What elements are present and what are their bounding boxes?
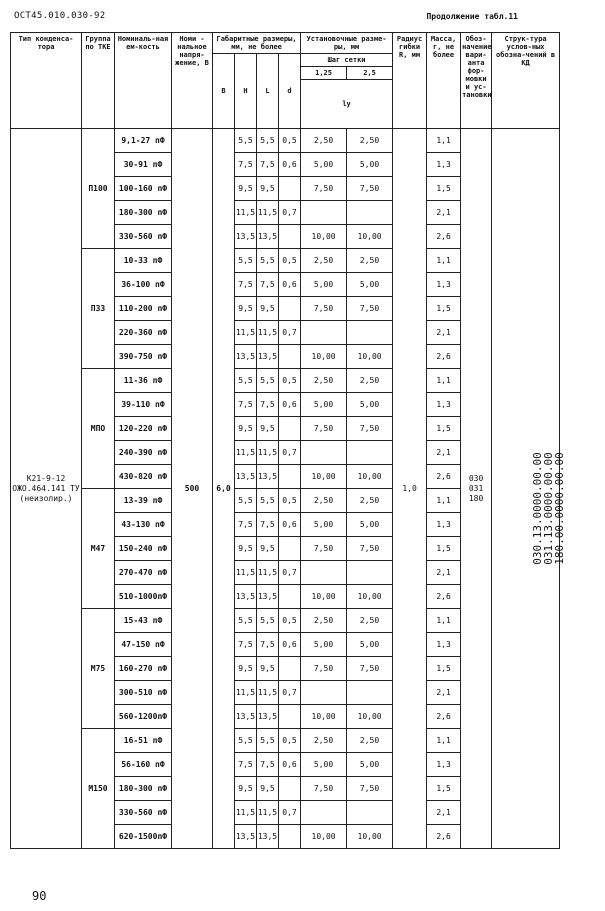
mass-cell: 1,1 (427, 609, 461, 633)
mount-pitch-a-cell: 2,50 (301, 249, 347, 273)
group-cell: М150 (82, 729, 115, 849)
mount-pitch-b-cell (347, 561, 393, 585)
mass-cell: 2,6 (427, 585, 461, 609)
dim-l-cell: 11,5 (257, 801, 279, 825)
mass-cell: 2,1 (427, 441, 461, 465)
voltage-cell: 500 (172, 129, 213, 849)
dim-d-cell: 0,7 (279, 201, 301, 225)
document-code: ОСТ45.010.030-92 (14, 11, 106, 21)
structure-codes (532, 452, 565, 565)
capacity-cell: 150-240 пФ (115, 537, 172, 561)
col-header-radius: Радиус гибки R, мм (393, 33, 427, 129)
col-header-b: B (213, 54, 235, 129)
dim-d-cell: 0,5 (279, 609, 301, 633)
mount-pitch-a-cell: 5,00 (301, 513, 347, 537)
mount-pitch-b-cell: 10,00 (347, 345, 393, 369)
capacity-cell: 430-820 пФ (115, 465, 172, 489)
dim-l-cell: 11,5 (257, 201, 279, 225)
dim-d-cell: 0,5 (279, 729, 301, 753)
dim-d-cell (279, 657, 301, 681)
group-cell: МПО (82, 369, 115, 489)
capacity-cell: 220-360 пФ (115, 321, 172, 345)
mass-cell: 2,6 (427, 465, 461, 489)
dim-h-cell: 11,5 (235, 321, 257, 345)
mount-pitch-a-cell (301, 561, 347, 585)
mass-cell: 1,5 (427, 297, 461, 321)
mass-cell: 1,1 (427, 249, 461, 273)
col-header-group: Группа по ТКЕ (82, 33, 115, 129)
dim-h-cell: 9,5 (235, 537, 257, 561)
capacity-cell: 11-36 пФ (115, 369, 172, 393)
mass-cell: 1,3 (427, 393, 461, 417)
capacitor-type: К21-9-12 (26, 473, 66, 483)
capacity-cell: 330-560 пФ (115, 801, 172, 825)
capacity-cell: 39-110 пФ (115, 393, 172, 417)
mount-pitch-a-cell: 2,50 (301, 729, 347, 753)
dim-b-cell: 6,0 (213, 129, 235, 849)
group-cell: М47 (82, 489, 115, 609)
mount-pitch-b-cell: 5,00 (347, 153, 393, 177)
dim-h-cell: 5,5 (235, 249, 257, 273)
dim-l-cell: 11,5 (257, 681, 279, 705)
dim-d-cell (279, 345, 301, 369)
col-header-pitch: Шаг сетки (301, 54, 393, 67)
mount-pitch-b-cell (347, 681, 393, 705)
dim-d-cell (279, 297, 301, 321)
structure-code: 031.13.0000.00.00 (541, 451, 555, 565)
mount-pitch-a-cell (301, 681, 347, 705)
dim-h-cell: 9,5 (235, 657, 257, 681)
col-header-variant: Обоз-начение вари-анта фор-мовки и ус-тановки (461, 33, 492, 129)
dim-l-cell: 7,5 (257, 153, 279, 177)
mount-pitch-b-cell: 5,00 (347, 633, 393, 657)
mount-pitch-a-cell: 10,00 (301, 585, 347, 609)
col-header-dimensions: Габаритные размеры, мм, не более (213, 33, 301, 54)
capacity-cell: 43-130 пФ (115, 513, 172, 537)
dim-h-cell: 5,5 (235, 729, 257, 753)
mass-cell: 1,1 (427, 729, 461, 753)
mount-pitch-b-cell: 7,50 (347, 537, 393, 561)
dim-d-cell (279, 777, 301, 801)
mass-cell: 1,5 (427, 777, 461, 801)
col-header-l: L (257, 54, 279, 129)
dim-d-cell: 0,6 (279, 513, 301, 537)
dim-d-cell (279, 585, 301, 609)
dim-l-cell: 7,5 (257, 753, 279, 777)
mount-pitch-b-cell: 5,00 (347, 393, 393, 417)
dim-l-cell: 7,5 (257, 273, 279, 297)
dim-l-cell: 5,5 (257, 489, 279, 513)
mass-cell: 2,6 (427, 345, 461, 369)
capacity-cell: 240-390 пФ (115, 441, 172, 465)
mount-pitch-b-cell: 7,50 (347, 177, 393, 201)
mount-pitch-b-cell: 10,00 (347, 825, 393, 849)
col-header-h: H (235, 54, 257, 129)
dim-l-cell: 11,5 (257, 321, 279, 345)
dim-h-cell: 7,5 (235, 513, 257, 537)
dim-h-cell: 9,5 (235, 417, 257, 441)
dim-d-cell (279, 705, 301, 729)
dim-l-cell: 5,5 (257, 129, 279, 153)
radius-cell: 1,0 (393, 129, 427, 849)
mount-pitch-a-cell: 5,00 (301, 393, 347, 417)
capacity-cell: 510-1000пФ (115, 585, 172, 609)
mass-cell: 1,1 (427, 369, 461, 393)
mount-pitch-a-cell: 7,50 (301, 777, 347, 801)
spec-table-body (11, 129, 566, 849)
variant-code: 180 (468, 493, 484, 503)
dim-d-cell (279, 465, 301, 489)
dim-d-cell: 0,6 (279, 273, 301, 297)
mass-cell: 2,1 (427, 321, 461, 345)
dim-h-cell: 5,5 (235, 609, 257, 633)
mount-pitch-a-cell: 10,00 (301, 825, 347, 849)
mass-cell: 1,5 (427, 177, 461, 201)
col-header-voltage: Номи - нальное напря- жение, В (172, 33, 213, 129)
capacity-cell: 110-200 пФ (115, 297, 172, 321)
dim-d-cell: 0,7 (279, 681, 301, 705)
dim-l-cell: 7,5 (257, 633, 279, 657)
capacity-cell: 15-43 пФ (115, 609, 172, 633)
mass-cell: 1,3 (427, 513, 461, 537)
dim-l-cell: 13,5 (257, 225, 279, 249)
dim-d-cell: 0,7 (279, 801, 301, 825)
dim-d-cell: 0,7 (279, 561, 301, 585)
capacity-cell: 160-270 пФ (115, 657, 172, 681)
mount-pitch-a-cell: 2,50 (301, 369, 347, 393)
variant-code: 030 (468, 473, 484, 483)
structure-code: 180.00.0000.00.00 (552, 451, 566, 565)
dim-h-cell: 9,5 (235, 777, 257, 801)
dim-l-cell: 13,5 (257, 705, 279, 729)
dim-l-cell: 7,5 (257, 513, 279, 537)
col-header-structure: Струк-тура услов-ных обозна-чений в КД (492, 33, 560, 129)
dim-h-cell: 13,5 (235, 825, 257, 849)
capacity-cell: 47-150 пФ (115, 633, 172, 657)
capacity-cell: 180-300 пФ (115, 777, 172, 801)
mass-cell: 1,1 (427, 129, 461, 153)
mount-pitch-b-cell: 2,50 (347, 129, 393, 153)
dim-d-cell (279, 417, 301, 441)
dim-l-cell: 13,5 (257, 585, 279, 609)
mount-pitch-a-cell (301, 201, 347, 225)
dim-h-cell: 11,5 (235, 681, 257, 705)
capacitor-spec-table (10, 32, 566, 849)
mount-pitch-b-cell: 7,50 (347, 297, 393, 321)
mount-pitch-a-cell: 10,00 (301, 465, 347, 489)
dim-l-cell: 9,5 (257, 177, 279, 201)
dim-d-cell: 0,5 (279, 369, 301, 393)
mount-pitch-b-cell: 2,50 (347, 729, 393, 753)
dim-h-cell: 11,5 (235, 801, 257, 825)
mass-cell: 2,1 (427, 201, 461, 225)
capacity-cell: 10-33 пФ (115, 249, 172, 273)
mount-pitch-a-cell: 7,50 (301, 417, 347, 441)
mount-pitch-a-cell (301, 441, 347, 465)
mass-cell: 2,1 (427, 801, 461, 825)
dim-h-cell: 5,5 (235, 129, 257, 153)
mass-cell: 1,3 (427, 153, 461, 177)
mass-cell: 1,3 (427, 753, 461, 777)
dim-l-cell: 5,5 (257, 249, 279, 273)
dim-h-cell: 7,5 (235, 753, 257, 777)
mount-pitch-a-cell: 10,00 (301, 705, 347, 729)
capacity-cell: 100-160 пФ (115, 177, 172, 201)
mount-pitch-a-cell: 5,00 (301, 273, 347, 297)
dim-h-cell: 11,5 (235, 441, 257, 465)
dim-d-cell (279, 225, 301, 249)
table-row (11, 129, 560, 153)
capacitor-spec: ОЖО.464.141 ТУ (12, 483, 80, 493)
col-header-capacity: Номиналь-ная ем-кость (115, 33, 172, 129)
capacity-cell: 9,1-27 пФ (115, 129, 172, 153)
dim-h-cell: 13,5 (235, 585, 257, 609)
capacity-cell: 30-91 пФ (115, 153, 172, 177)
dim-l-cell: 13,5 (257, 825, 279, 849)
mass-cell: 1,3 (427, 633, 461, 657)
dim-d-cell: 0,5 (279, 489, 301, 513)
group-cell: М75 (82, 609, 115, 729)
mount-pitch-a-cell: 7,50 (301, 537, 347, 561)
dim-l-cell: 9,5 (257, 417, 279, 441)
mount-pitch-b-cell: 10,00 (347, 705, 393, 729)
dim-l-cell: 9,5 (257, 537, 279, 561)
group-cell: П33 (82, 249, 115, 369)
dim-d-cell: 0,7 (279, 441, 301, 465)
mount-pitch-b-cell (347, 441, 393, 465)
mass-cell: 2,1 (427, 681, 461, 705)
mount-pitch-b-cell: 5,00 (347, 753, 393, 777)
mount-pitch-a-cell: 5,00 (301, 633, 347, 657)
dim-h-cell: 13,5 (235, 705, 257, 729)
dim-h-cell: 5,5 (235, 489, 257, 513)
mount-pitch-b-cell (347, 321, 393, 345)
variant-cell (461, 129, 492, 849)
dim-l-cell: 13,5 (257, 465, 279, 489)
dim-d-cell: 0,7 (279, 321, 301, 345)
mount-pitch-a-cell: 7,50 (301, 297, 347, 321)
dim-l-cell: 9,5 (257, 777, 279, 801)
capacity-cell: 120-220 пФ (115, 417, 172, 441)
capacity-cell: 620-1500пФ (115, 825, 172, 849)
dim-h-cell: 13,5 (235, 465, 257, 489)
variant-code: 031 (468, 483, 484, 493)
dim-h-cell: 11,5 (235, 201, 257, 225)
mount-pitch-b-cell: 10,00 (347, 225, 393, 249)
dim-d-cell: 0,6 (279, 393, 301, 417)
dim-l-cell: 13,5 (257, 345, 279, 369)
mass-cell: 2,6 (427, 225, 461, 249)
dim-l-cell: 5,5 (257, 729, 279, 753)
mount-pitch-b-cell: 2,50 (347, 609, 393, 633)
mount-pitch-a-cell: 10,00 (301, 225, 347, 249)
dim-h-cell: 7,5 (235, 273, 257, 297)
dim-l-cell: 9,5 (257, 297, 279, 321)
mount-pitch-b-cell: 10,00 (347, 585, 393, 609)
group-cell: П100 (82, 129, 115, 249)
dim-d-cell (279, 177, 301, 201)
capacity-cell: 36-100 пФ (115, 273, 172, 297)
dim-d-cell: 0,5 (279, 249, 301, 273)
dim-l-cell: 7,5 (257, 393, 279, 417)
mount-pitch-b-cell: 5,00 (347, 513, 393, 537)
dim-h-cell: 7,5 (235, 393, 257, 417)
mass-cell: 1,5 (427, 537, 461, 561)
dim-d-cell (279, 537, 301, 561)
mount-pitch-b-cell: 7,50 (347, 657, 393, 681)
capacity-cell: 330-560 пФ (115, 225, 172, 249)
mass-cell: 1,1 (427, 489, 461, 513)
mount-pitch-a-cell: 5,00 (301, 153, 347, 177)
capacity-cell: 300-510 пФ (115, 681, 172, 705)
col-header-pitch-b: 2,5 (347, 67, 393, 80)
mount-pitch-a-cell: 2,50 (301, 489, 347, 513)
mass-cell: 1,3 (427, 273, 461, 297)
structure-cell (492, 129, 566, 849)
capacity-cell: 390-750 пФ (115, 345, 172, 369)
capacity-cell: 13-39 пФ (115, 489, 172, 513)
mount-pitch-b-cell: 7,50 (347, 777, 393, 801)
capacity-cell: 16-51 пФ (115, 729, 172, 753)
capacity-cell: 270-470 пФ (115, 561, 172, 585)
mount-pitch-b-cell: 5,00 (347, 273, 393, 297)
mass-cell: 1,5 (427, 657, 461, 681)
dim-d-cell (279, 825, 301, 849)
dim-d-cell: 0,6 (279, 633, 301, 657)
dim-l-cell: 5,5 (257, 609, 279, 633)
table-continuation-label: Продолжение табл.11 (426, 12, 518, 21)
capacitor-type-cell (11, 129, 82, 849)
dim-h-cell: 11,5 (235, 561, 257, 585)
mount-pitch-a-cell: 2,50 (301, 609, 347, 633)
mount-pitch-b-cell (347, 801, 393, 825)
dim-l-cell: 5,5 (257, 369, 279, 393)
capacitor-note: (неизолир.) (19, 493, 73, 503)
dim-l-cell: 11,5 (257, 441, 279, 465)
mass-cell: 2,1 (427, 561, 461, 585)
mount-pitch-a-cell (301, 321, 347, 345)
mount-pitch-a-cell: 2,50 (301, 129, 347, 153)
mount-pitch-b-cell: 2,50 (347, 249, 393, 273)
mount-pitch-b-cell: 10,00 (347, 465, 393, 489)
dim-l-cell: 11,5 (257, 561, 279, 585)
dim-h-cell: 13,5 (235, 345, 257, 369)
dim-h-cell: 5,5 (235, 369, 257, 393)
col-header-pitch-sub: lу (301, 80, 393, 129)
dim-h-cell: 13,5 (235, 225, 257, 249)
structure-code: 030.13.0000.00.00 (530, 451, 544, 565)
mount-pitch-b-cell: 7,50 (347, 417, 393, 441)
mount-pitch-a-cell: 10,00 (301, 345, 347, 369)
page-number: 90 (32, 889, 47, 903)
dim-d-cell: 0,6 (279, 753, 301, 777)
mass-cell: 1,5 (427, 417, 461, 441)
mount-pitch-a-cell: 5,00 (301, 753, 347, 777)
capacity-cell: 180-300 пФ (115, 201, 172, 225)
mass-cell: 2,6 (427, 705, 461, 729)
mount-pitch-a-cell: 7,50 (301, 177, 347, 201)
col-header-type: Тип конденса-тора (11, 33, 82, 129)
mass-cell: 2,6 (427, 825, 461, 849)
mount-pitch-b-cell (347, 201, 393, 225)
capacity-cell: 56-160 пФ (115, 753, 172, 777)
dim-h-cell: 9,5 (235, 177, 257, 201)
col-header-pitch-a: 1,25 (301, 67, 347, 80)
dim-d-cell: 0,5 (279, 129, 301, 153)
col-header-d: d (279, 54, 301, 129)
col-header-mass: Масса, г, не более (427, 33, 461, 129)
mount-pitch-b-cell: 2,50 (347, 369, 393, 393)
dim-h-cell: 7,5 (235, 633, 257, 657)
dim-h-cell: 9,5 (235, 297, 257, 321)
dim-d-cell: 0,6 (279, 153, 301, 177)
mount-pitch-a-cell (301, 801, 347, 825)
capacity-cell: 560-1200пФ (115, 705, 172, 729)
col-header-mounting: Установочные разме-ры, мм (301, 33, 393, 54)
mount-pitch-b-cell: 2,50 (347, 489, 393, 513)
dim-h-cell: 7,5 (235, 153, 257, 177)
mount-pitch-a-cell: 7,50 (301, 657, 347, 681)
dim-l-cell: 9,5 (257, 657, 279, 681)
